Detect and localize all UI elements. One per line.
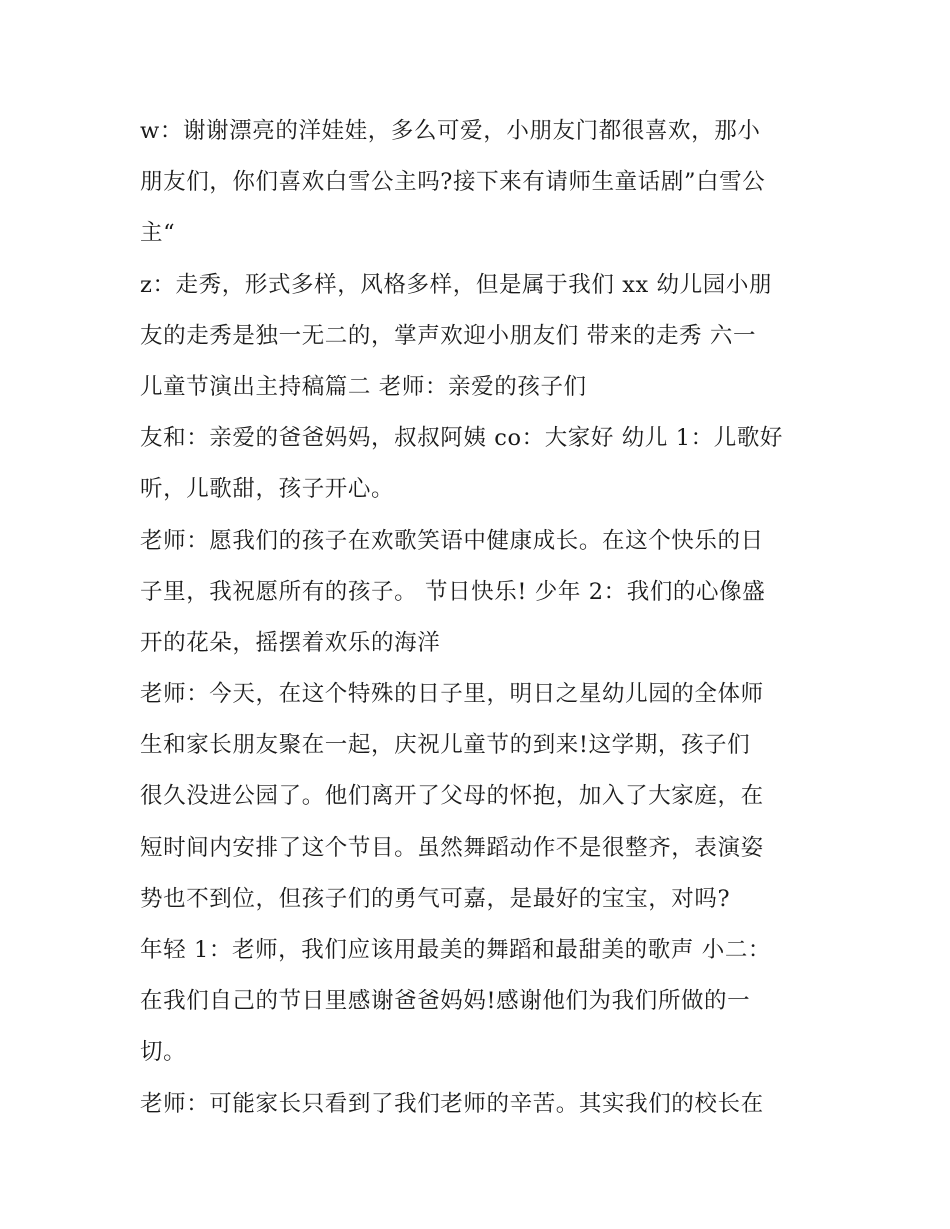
text-line: 子里，我祝愿所有的孩子。 节日快乐! 少年 2：我们的心像盛 bbox=[140, 578, 766, 605]
text-line: 老师：可能家长只看到了我们老师的辛苦。其实我们的校长在 bbox=[140, 1090, 764, 1117]
text-line: z：走秀，形式多样，风格多样，但是属于我们 xx 幼儿园小朋 bbox=[140, 271, 773, 298]
text-line: 主“ bbox=[140, 220, 176, 247]
text-line: 朋友们，你们喜欢白雪公主吗?接下来有请师生童话剧”白雪公 bbox=[140, 169, 766, 196]
text-line: 生和家长朋友聚在一起，庆祝儿童节的到来!这学期，孩子们 bbox=[140, 732, 751, 759]
text-line: 老师：今天，在这个特殊的日子里，明日之星幼儿园的全体师 bbox=[140, 681, 764, 708]
text-line: 势也不到位，但孩子们的勇气可嘉，是最好的宝宝，对吗? bbox=[140, 885, 731, 912]
text-line: 很久没进公园了。他们离开了父母的怀抱，加入了大家庭，在 bbox=[140, 783, 764, 810]
text-line: 听，儿歌甜，孩子开心。 bbox=[140, 476, 395, 503]
text-line: 切。 bbox=[140, 1039, 187, 1066]
text-line: w：谢谢漂亮的洋娃娃，多么可爱，小朋友门都很喜欢，那小 bbox=[140, 118, 761, 144]
text-line: 友和：亲爱的爸爸妈妈，叔叔阿姨 co：大家好 幼儿 1：儿歌好 bbox=[140, 425, 784, 452]
text-line: 在我们自己的节日里感谢爸爸妈妈!感谢他们为我们所做的一 bbox=[140, 988, 751, 1015]
text-line: 友的走秀是独一无二的，掌声欢迎小朋友们 带来的走秀 六一 bbox=[140, 322, 757, 349]
text-line: 年轻 1：老师，我们应该用最美的舞蹈和最甜美的歌声 小二： bbox=[140, 937, 772, 963]
text-line: 开的花朵，摇摆着欢乐的海洋 bbox=[140, 629, 441, 656]
text-line: 儿童节演出主持稿篇二 老师：亲爱的孩子们 bbox=[140, 373, 587, 400]
text-line: 短时间内安排了这个节目。虽然舞蹈动作不是很整齐，表演姿 bbox=[140, 834, 764, 861]
document-body bbox=[140, 106, 820, 1130]
text-line: 老师：愿我们的孩子在欢歌笑语中健康成长。在这个快乐的日 bbox=[140, 527, 764, 554]
